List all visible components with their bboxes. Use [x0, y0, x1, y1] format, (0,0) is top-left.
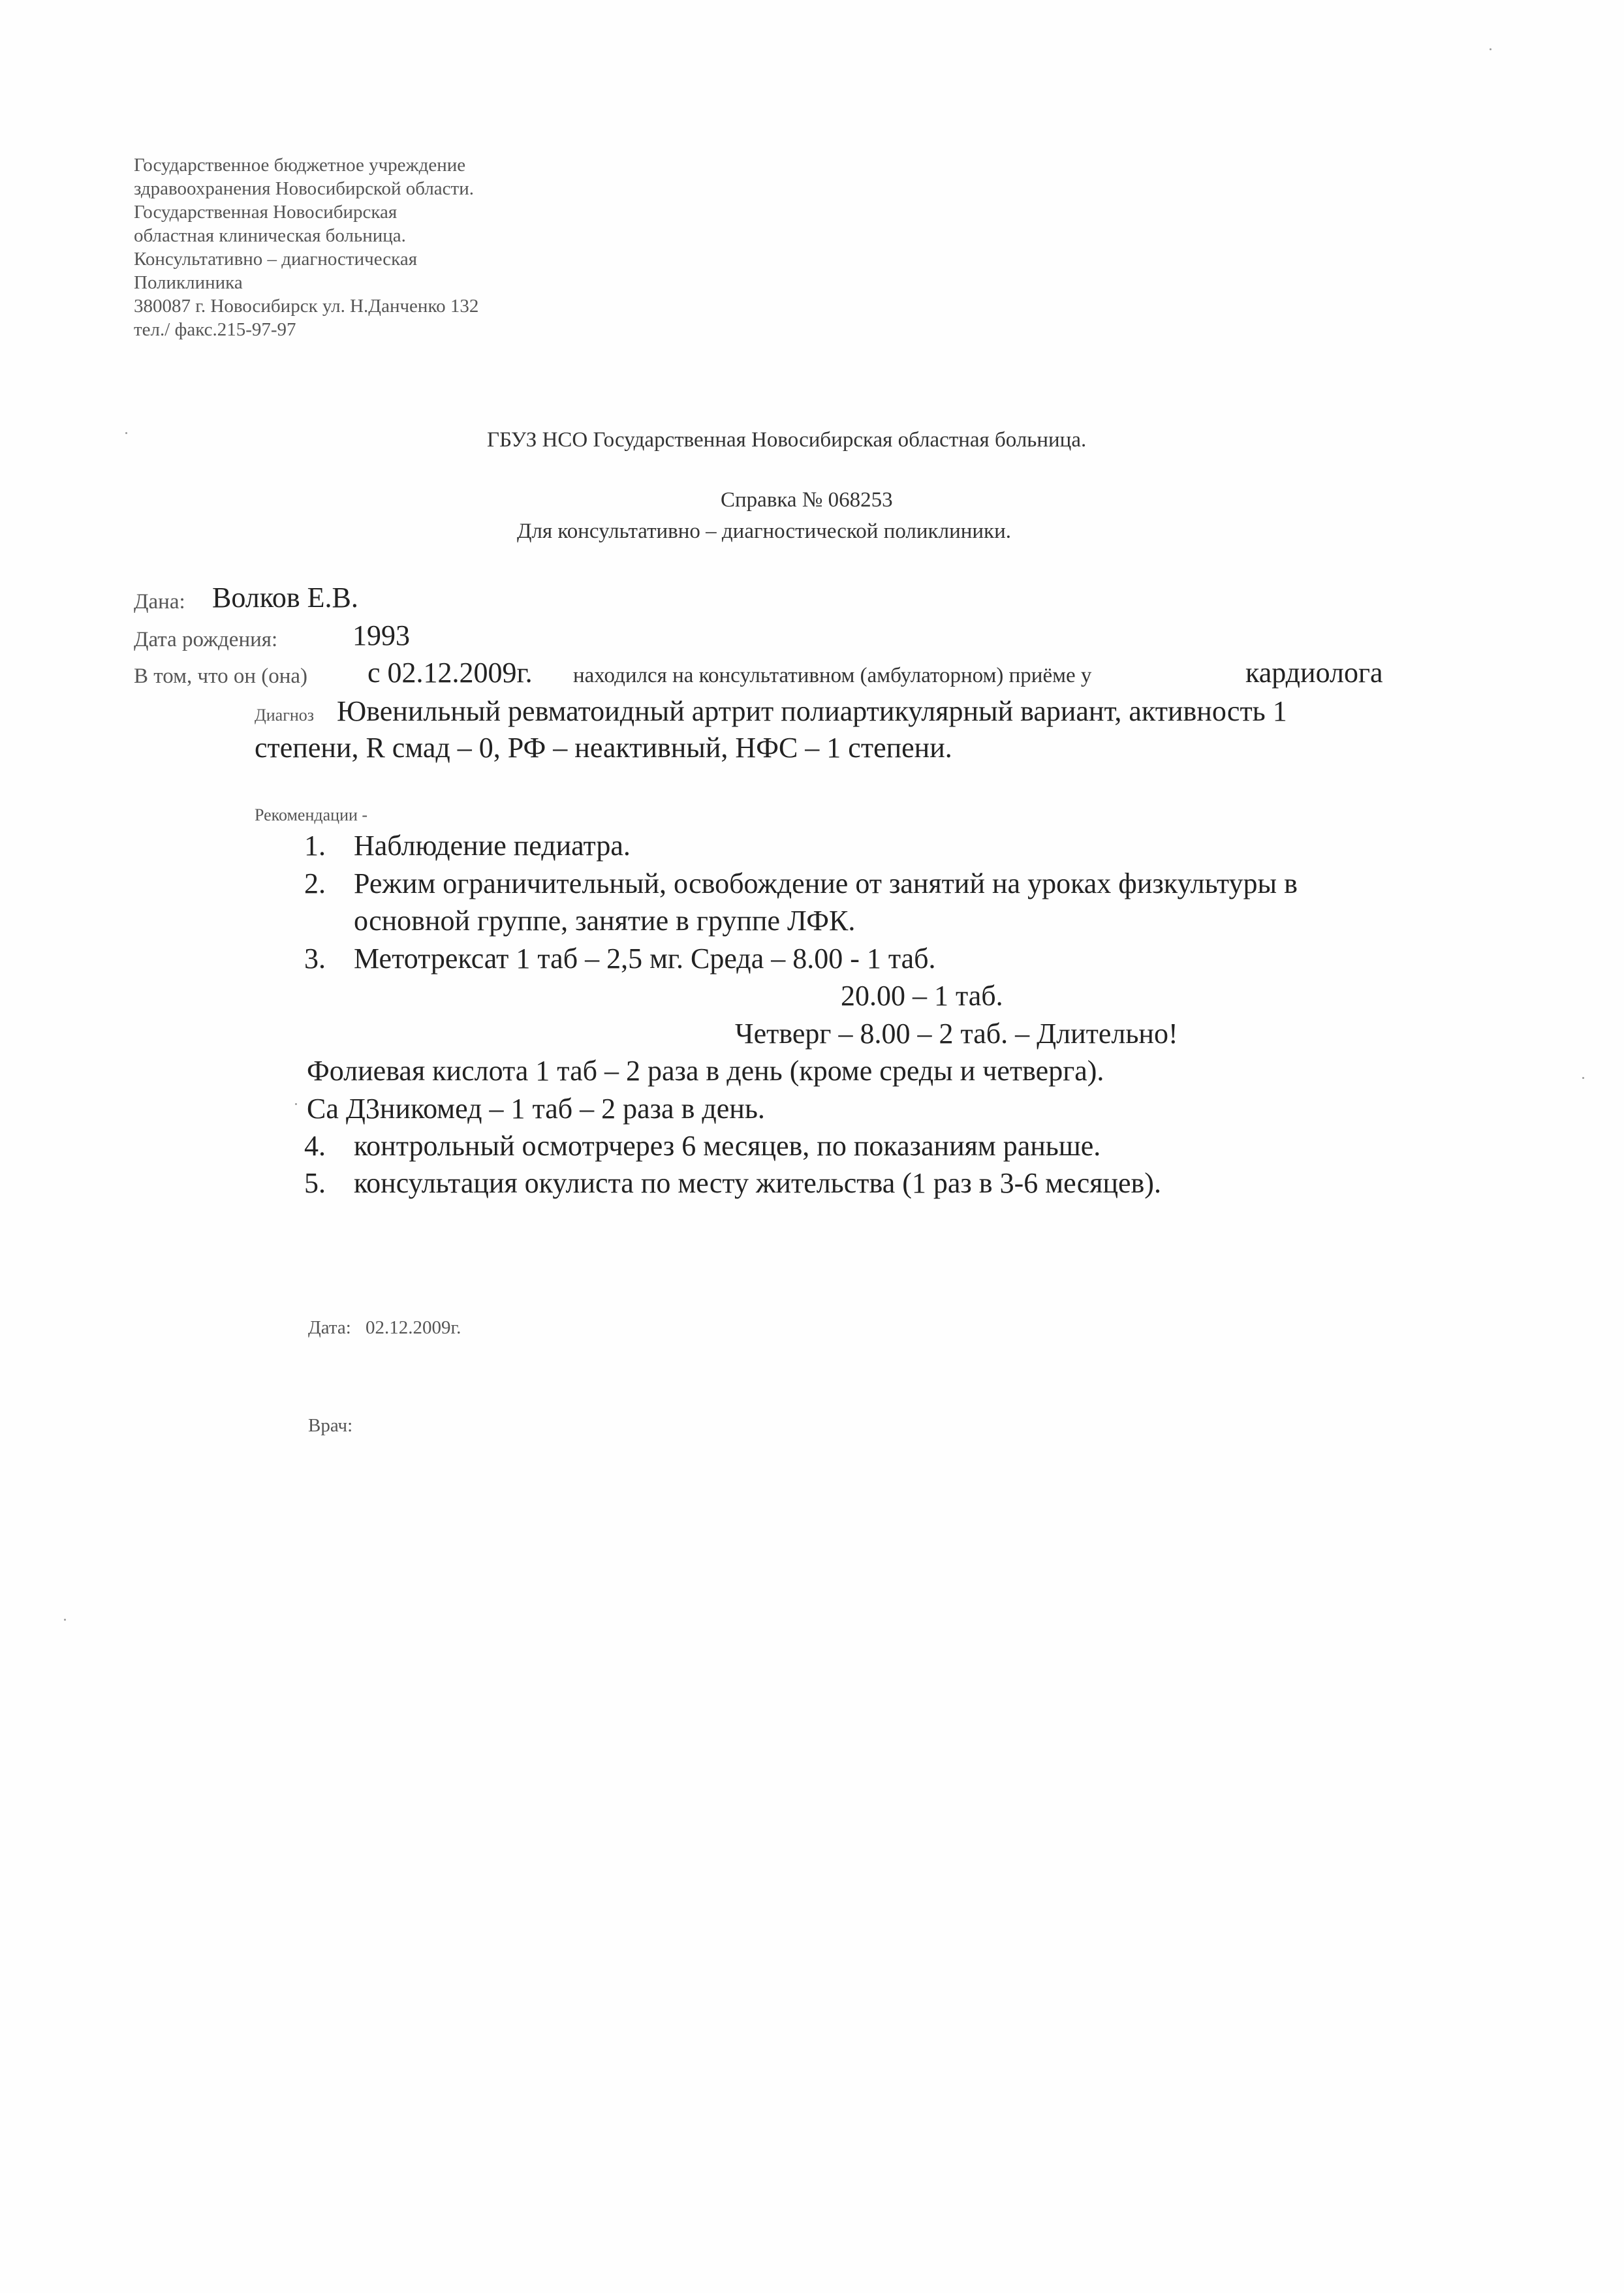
list-item: Метотрексат 1 таб – 2,5 мг. Среда – 8.00 - 1 таб.	[354, 943, 936, 975]
visit-prefix: В том, что он (она)	[134, 664, 308, 688]
scan-speck	[295, 1103, 297, 1105]
date-label: Дата:	[308, 1317, 351, 1338]
dosage-line: 20.00 – 1 таб.	[841, 980, 1003, 1012]
diagnosis-line: Ювенильный ревматоидный артрит полиартикулярный вариант, активность 1	[337, 695, 1287, 727]
given-label: Дана:	[134, 590, 185, 614]
scan-speck	[125, 432, 127, 434]
patient-name: Волков Е.В.	[212, 582, 358, 614]
scan-speck	[1582, 1077, 1584, 1079]
list-number: 1.	[304, 830, 326, 862]
header-line: здравоохранения Новосибирской области.	[134, 178, 474, 199]
scan-speck	[64, 1619, 66, 1621]
diagnosis-line: степени, R смад – 0, РФ – неактивный, НФС – 1 степени.	[255, 732, 952, 764]
visit-date: с 02.12.2009г.	[367, 657, 533, 689]
dosage-line: Четверг – 8.00 – 2 таб. – Длительно!	[735, 1018, 1178, 1050]
list-number: 4.	[304, 1130, 326, 1162]
specialist: кардиолога	[1245, 657, 1383, 689]
issue-date: 02.12.2009г.	[366, 1317, 461, 1338]
institution-title: ГБУЗ НСО Государственная Новосибирская областная больница.	[487, 428, 1087, 452]
list-item: консультация окулиста по месту жительства (1 раз в 3-6 месяцев).	[354, 1167, 1161, 1199]
diagnosis-label: Диагноз	[255, 706, 315, 725]
birth-year: 1993	[352, 619, 410, 651]
list-number: 5.	[304, 1167, 326, 1199]
birth-label: Дата рождения:	[134, 628, 278, 651]
doctor-label: Врач:	[308, 1415, 353, 1436]
header-address: 380087 г. Новосибирск ул. Н.Данченко 132	[134, 296, 479, 317]
list-number: 2.	[304, 867, 326, 899]
recommendations-label: Рекомендации -	[255, 805, 368, 824]
visit-text: находился на консультативном (амбулаторном) приёме у	[573, 664, 1092, 687]
header-phone: тел./ факс.215-97-97	[134, 319, 296, 340]
list-number: 3.	[304, 943, 326, 975]
header-line: Консультативно – диагностическая	[134, 249, 418, 270]
header-line: Поликлиника	[134, 272, 243, 293]
header-line: областная клиническая больница.	[134, 225, 406, 246]
certificate-title: Справка № 068253	[721, 488, 893, 512]
folic-acid-line: Фолиевая кислота 1 таб – 2 раза в день (кроме среды и четверга).	[307, 1055, 1104, 1087]
certificate-subtitle: Для консультативно – диагностической поликлиники.	[517, 520, 1011, 543]
list-item: Режим ограничительный, освобождение от занятий на уроках физкультуры в	[354, 867, 1298, 899]
calcium-line: Са Д3никомед – 1 таб – 2 раза в день.	[307, 1093, 765, 1125]
list-item-continuation: основной группе, занятие в группе ЛФК.	[354, 905, 856, 937]
header-line: Государственная Новосибирская	[134, 202, 398, 223]
list-item: Наблюдение педиатра.	[354, 830, 631, 862]
header-line: Государственное бюджетное учреждение	[134, 155, 466, 176]
list-item: контрольный осмотрчерез 6 месяцев, по показаниям раньше.	[354, 1130, 1101, 1162]
scan-speck	[1490, 48, 1491, 50]
